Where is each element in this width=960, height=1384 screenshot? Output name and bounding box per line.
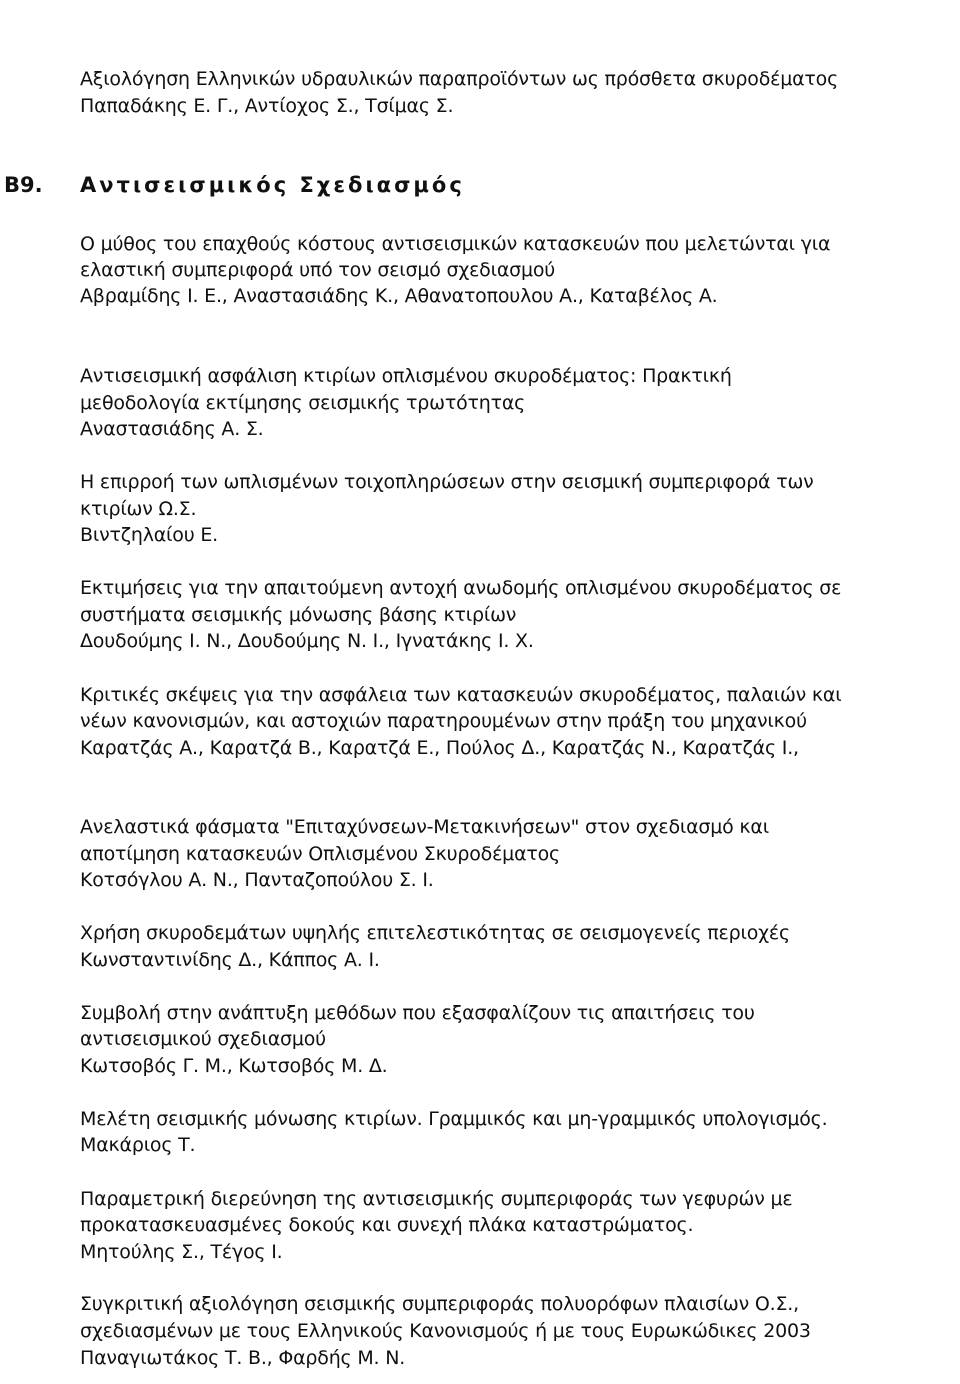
entry-title-line: αποτίμηση κατασκευών Οπλισμένου Σκυροδέματος	[80, 843, 561, 865]
entry-authors: Κωτσοβός Γ. Μ., Κωτσοβός Μ. Δ.	[80, 1055, 388, 1077]
entry-authors: Αβραμίδης Ι. Ε., Αναστασιάδης Κ., Αθανατοπουλου Α., Καταβέλος Α.	[80, 285, 718, 307]
entry-title-line: Παραμετρική διερεύνηση της αντισεισμικής συμπεριφοράς των γεφυρών με	[80, 1188, 793, 1210]
entry-authors: Κοτσόγλου Α. Ν., Πανταζοπούλου Σ. Ι.	[80, 869, 434, 891]
entry-authors: Κωνσταντινίδης Δ., Κάππος Α. Ι.	[80, 949, 380, 971]
entry-title-line: Αξιολόγηση Ελληνικών υδραυλικών παραπροϊόντων ως πρόσθετα σκυροδέματος	[80, 68, 839, 90]
entry-title-line: Ο μύθος του επαχθούς κόστους αντισεισμικών κατασκευών που μελετώνται για	[80, 233, 831, 255]
entry-authors: Αναστασιάδης Α. Σ.	[80, 418, 264, 440]
section-number: B9.	[4, 173, 43, 197]
entry-title-line: σχεδιασμένων με τους Ελληνικούς Κανονισμούς ή με τους Ευρωκώδικες 2003	[80, 1320, 811, 1342]
entry-title-line: Συγκριτική αξιολόγηση σεισμικής συμπεριφοράς πολυορόφων πλαισίων Ο.Σ.,	[80, 1293, 799, 1315]
entry-authors: Καρατζάς Α., Καρατζά Β., Καρατζά Ε., Πούλος Δ., Καρατζάς Ν., Καρατζάς Ι.,	[80, 737, 799, 759]
entry-authors: Μητούλης Σ., Τέγος Ι.	[80, 1241, 283, 1263]
entry-title-line: προκατασκευασμένες δοκούς και συνεχή πλάκα καταστρώματος.	[80, 1214, 694, 1236]
entry-authors: Δουδούμης Ι. Ν., Δουδούμης Ν. Ι., Ιγνατάκης Ι. Χ.	[80, 630, 534, 652]
entry-title-line: ελαστική συμπεριφορά υπό τον σεισμό σχεδιασμού	[80, 259, 556, 281]
section-title: Αντισεισμικός Σχεδιασμός	[80, 173, 465, 197]
entry-title-line: Η επιρροή των ωπλισμένων τοιχοπληρώσεων στην σεισμική συμπεριφορά των	[80, 471, 814, 493]
entry-authors: Παναγιωτάκος Τ. Β., Φαρδής Μ. Ν.	[80, 1347, 406, 1369]
entry-title-line: μεθοδολογία εκτίμησης σεισμικής τρωτότητας	[80, 392, 526, 414]
entry-authors: Βιντζηλαίου Ε.	[80, 524, 218, 546]
entry-title-line: Συμβολή στην ανάπτυξη μεθόδων που εξασφαλίζουν τις απαιτήσεις του	[80, 1002, 755, 1024]
entry-title-line: Κριτικές σκέψεις για την ασφάλεια των κατασκευών σκυροδέματος, παλαιών και	[80, 684, 842, 706]
entry-title-line: κτιρίων Ω.Σ.	[80, 498, 197, 520]
entry-title-line: Ανελαστικά φάσματα "Επιταχύνσεων-Μετακινήσεων" στον σχεδιασμό και	[80, 816, 769, 838]
entry-authors: Μακάριος Τ.	[80, 1134, 196, 1156]
entry-title-line: Εκτιμήσεις για την απαιτούμενη αντοχή ανωδομής οπλισμένου σκυροδέματος σε	[80, 577, 842, 599]
entry-authors: Παπαδάκης Ε. Γ., Αντίοχος Σ., Τσίμας Σ.	[80, 95, 454, 117]
entry-title-line: νέων κανονισμών, και αστοχιών παρατηρουμένων στην πράξη του μηχανικού	[80, 710, 807, 732]
entry-title-line: συστήματα σεισμικής μόνωσης βάσης κτιρίων	[80, 604, 517, 626]
entry-title-line: Μελέτη σεισμικής μόνωσης κτιρίων. Γραμμικός και μη-γραμμικός υπολογισμός.	[80, 1108, 828, 1130]
entry-title-line: Χρήση σκυροδεμάτων υψηλής επιτελεστικότητας σε σεισμογενείς περιοχές	[80, 922, 790, 944]
entry-title-line: Αντισεισμική ασφάλιση κτιρίων οπλισμένου σκυροδέματος: Πρακτική	[80, 365, 732, 387]
entry-title-line: αντισεισμικού σχεδιασμού	[80, 1028, 326, 1050]
